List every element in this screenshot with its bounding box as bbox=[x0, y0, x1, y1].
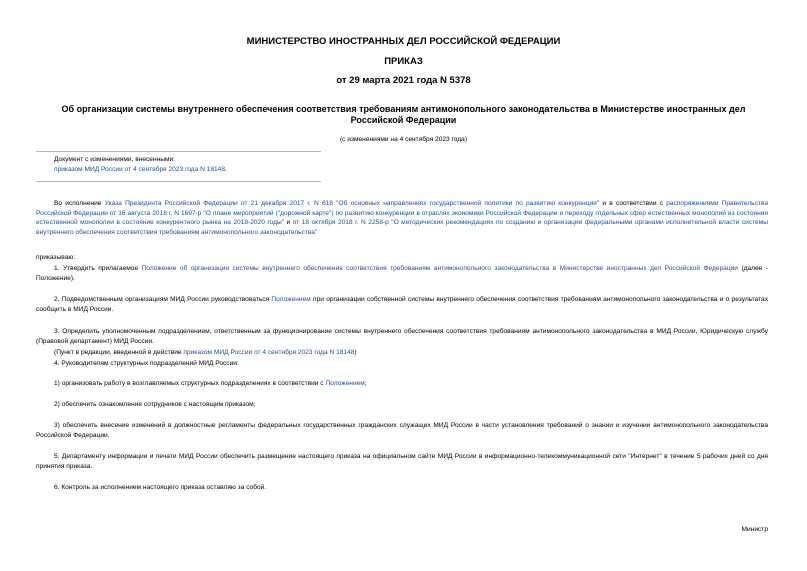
preamble-text-3: и bbox=[284, 219, 293, 227]
item-2 bbox=[36, 295, 768, 314]
changes-link[interactable]: приказом МИД России от 4 сентября 2023 года N 18148 bbox=[54, 165, 226, 173]
ministry-heading: МИНИСТЕРСТВО ИНОСТРАННЫХ ДЕЛ РОССИЙСКОЙ ФЕДЕРАЦИИ bbox=[246, 36, 561, 47]
item-1-text-1: 1. Утвердить прилагаемое bbox=[54, 265, 142, 272]
item-4-1-link[interactable]: Положением bbox=[325, 380, 365, 387]
preamble-text-2: и в соответствии с bbox=[599, 200, 667, 207]
item-6: 6. Контроль за исполнением настоящего приказа оставляю за собой. bbox=[54, 484, 267, 491]
item-1 bbox=[36, 264, 768, 283]
doc-type-heading: ПРИКАЗ bbox=[384, 56, 423, 67]
item-1-text-2: (далее - Положение). bbox=[36, 265, 768, 282]
changes-link-end: . bbox=[225, 165, 227, 173]
item-4-1-text-1: 1) организовать работу в возглавляемых структурных подразделениях в соответствии с bbox=[54, 380, 326, 387]
document-title: Об организации системы внутреннего обеспечения соответствия требованиям антимонопольного законодательства в Министерстве иностранных дел Российской Федерации bbox=[61, 104, 746, 125]
item-4-1 bbox=[36, 379, 768, 389]
item-3-note-link[interactable]: приказом МИД России от 4 сентября 2023 года N 18148 bbox=[183, 349, 355, 356]
preamble bbox=[36, 199, 768, 237]
item-2-text-1: 2. Подведомственным организациям МИД России руководствоваться bbox=[54, 296, 272, 303]
changes-link-line bbox=[54, 165, 354, 175]
item-4-1-text-2: ; bbox=[364, 380, 367, 387]
signature: Министр bbox=[741, 526, 768, 533]
preamble-link-order-2258[interactable]: от 18 октября 2018 г. N 2258-р "О методических рекомендациях по созданию и организации федеральными органами исполнительной власти системы внутреннего обеспечения соответствия требованиям антимонопольного законодательства" bbox=[36, 219, 768, 236]
item-4-2: 2) обеспечить ознакомление сотрудников с настоящим приказом; bbox=[54, 401, 256, 408]
item-4-3: 3) обеспечить внесение изменений в должностные регламенты федеральных государственных гражданских служащих МИД России в части установления требований о знании и изучении антимонопольного законодательства Российской Федерации. bbox=[36, 422, 768, 439]
item-3-note-text-2: ) bbox=[354, 349, 357, 356]
item-5: 5. Департаменту информации и печати МИД России обеспечить размещение настоящего приказа на официальном сайте МИД России в информационно-телекоммуникационной сети "Интернет" в течение 5 рабочих дней со дня принятия приказа. bbox=[36, 453, 768, 470]
preamble-link-decree[interactable]: Указа Президента Российской Федерации от 21 декабря 2017 г. N 618 "Об основных направлениях государственной политики по развитию конкуренции" bbox=[104, 200, 600, 207]
item-1-link[interactable]: Положение об организации системы внутреннего обеспечения соответствия требованиям антимонопольного законодательства в Министерстве иностранных дел Российской Федерации bbox=[141, 265, 738, 272]
changes-box bbox=[54, 155, 354, 174]
changes-bottom-rule bbox=[36, 181, 321, 182]
order-word: приказываю: bbox=[36, 254, 76, 261]
item-2-link[interactable]: Положением bbox=[271, 296, 311, 303]
preamble-text-1: Во исполнение bbox=[54, 200, 105, 207]
changes-top-rule bbox=[36, 151, 321, 152]
changes-label: Документ с изменениями, внесенными: bbox=[54, 156, 176, 163]
item-2-text-2: при организации собственной системы внутреннего обеспечения соответствия требованиям антимонопольного законодательства и о результатах сообщить в МИД России. bbox=[36, 296, 768, 313]
item-3: 3. Определить уполномоченным подразделением, ответственным за функционирование системы внутреннего обеспечения соответствия требованиям антимонопольного законодательства в МИД России, Юридическую службу (Правовой департамент) МИД России. bbox=[36, 328, 768, 345]
item-3-note-text-1: (Пункт в редакции, введенной в действие bbox=[54, 349, 184, 356]
item-4: 4. Руководителям структурных подразделений МИД России: bbox=[54, 360, 239, 367]
preamble-link-order-1697[interactable]: распоряжениями Правительства Российской Федерации от 16 августа 2018 г. N 1697-р "О плане мероприятий ("дорожной карте") по развитию конкуренции в отраслях экономики Российской Федерации и переходу отдельных сфер естественных монополий из состояния естественной монополии в состояние конкурентного рынка на 2018-2020 годы" bbox=[36, 200, 768, 227]
item-3-note bbox=[36, 348, 768, 358]
revision-note: (с изменениями на 4 сентября 2023 года) bbox=[339, 136, 468, 143]
date-number: от 29 марта 2021 года N 5378 bbox=[336, 75, 471, 86]
